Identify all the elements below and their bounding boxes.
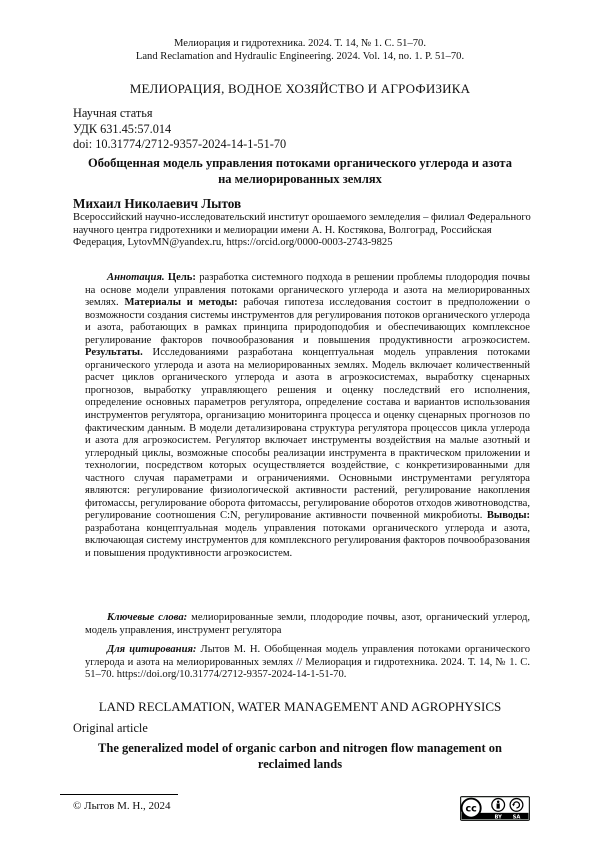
citation bbox=[85, 644, 530, 682]
purpose-text: разработка системного подхода в решении проблемы плодородия почвы на основе модели управления потоками органического углерода и азота на мелиорированных землях. bbox=[85, 272, 531, 309]
citation-label: Для цитирования: bbox=[107, 644, 197, 655]
footnote-divider bbox=[60, 794, 178, 795]
journal-line-ru: Мелиорация и гидротехника. 2024. Т. 14, № 1. С. 51–70. bbox=[173, 38, 426, 49]
title-ru: Обобщенная модель управления потоками органического углерода и азота на мелиорированных землях bbox=[88, 156, 512, 186]
results-text: Исследованиями разработана концептуальная модель управления потоками органического углерода и азота на мелиорированных землях. Модель включает количественный расчет циклов органического углерода и азота в агроэкосистемах, выработку сценарных прогнозов, выработку управляющего решения и оценку последствий его исполнения, определение основных параметров регулятора, определение состава и вариантов использования инструментов регулятора, организацию мониторинга процесса и оценку сценарных прогнозов по фактическим данным. В модели детализирована структура регулятора процессов цикла углерода и азота для агроэкосистем. Регулятор включает инструменты воздействия на малые азотный и углеродный циклы, возможные способы реализации инструмента в практическом приложении и технологии, посредством которых осуществляется воздействие, с конкретизированными для частного случая параметрами и ограничениями. Основными инструментами регулятора являются: регулирование физиологической активности растений, регулирование накопления фитомассы, регулирование оборота фитомассы, регулирование оборотов отходов животноводства, регулирование соотношения C:N, регулирование активности почвенной микробиоты. bbox=[85, 347, 530, 522]
title-en: The generalized model of organic carbon and nitrogen flow management on reclaimed lands bbox=[98, 741, 502, 771]
article-type: Научная статья bbox=[73, 106, 153, 120]
keywords bbox=[85, 612, 530, 637]
copyright: © Лытов М. Н., 2024 bbox=[73, 800, 171, 812]
journal-reference bbox=[60, 37, 540, 63]
cc-by-label: BY bbox=[494, 814, 502, 821]
rubric-en: LAND RECLAMATION, WATER MANAGEMENT AND AGROPHYSICS bbox=[98, 699, 502, 714]
methods-text: рабочая гипотеза исследования состоит в предположении о возможности создания системы инструментов для регулирования потоков органического углерода и азота, работающих в рамках принципа природоподобия и обеспечивающих комплексное регулирование факторов почвообразования и повышения продуктивности агроэкосистем. bbox=[85, 297, 531, 346]
abstract bbox=[85, 272, 530, 561]
author-affiliation: Всероссийский научно-исследовательский институт орошаемого земледелия – филиал Федерального научного центра гидротехники и мелиорации имени А. Н. Костякова, Волгоград, Российская Федерация, LytovMN@yandex.ru, https://orcid.org/0000-0003-2743-9825 bbox=[73, 212, 531, 249]
svg-text:cc: cc bbox=[465, 803, 477, 815]
conclusions-text: разработана концептуальная модель управления потоками органического углерода и азота, включающая систему инструментов для комплексного регулирования факторов почвообразования и повышения продуктивности агроэкосистем. bbox=[85, 522, 530, 560]
article-type-en: Original article bbox=[73, 721, 148, 735]
doi: doi: 10.31774/2712-9357-2024-14-1-51-70 bbox=[73, 137, 287, 151]
conclusions-label: Выводы: bbox=[486, 510, 530, 522]
abstract-heading: Аннотация. bbox=[107, 272, 165, 283]
journal-line-en: Land Reclamation and Hydraulic Engineering. 2024. Vol. 14, no. 1. P. 51–70. bbox=[135, 51, 465, 62]
article-meta bbox=[73, 106, 286, 153]
keywords-text: мелиорированные земли, плодородие почвы, азот, органический углерод, модель управления, инструмент регулятора bbox=[85, 612, 530, 636]
author-name: Михаил Николаевич Лытов bbox=[73, 196, 242, 211]
purpose-label: Цель: bbox=[167, 272, 196, 283]
citation-text: Лытов М. Н. Обобщенная модель управления потоками органического углерода и азота на мелиорированных землях // Мелиорация и гидротехника. 2024. Т. 14, № 1. С. 51–70. https://doi.org/10.31774/2712-9357-2024-14-1-51-70. bbox=[85, 644, 530, 681]
keywords-label: Ключевые слова: bbox=[107, 612, 188, 623]
cc-by-sa-icon bbox=[460, 796, 530, 821]
methods-label: Материалы и методы: bbox=[124, 297, 238, 309]
rubric-ru: МЕЛИОРАЦИЯ, ВОДНОЕ ХОЗЯЙСТВО И АГРОФИЗИКА bbox=[129, 81, 471, 96]
udc: УДК 631.45:57.014 bbox=[73, 121, 172, 136]
results-label: Результаты. bbox=[85, 347, 143, 359]
cc-sa-label: SA bbox=[512, 814, 521, 821]
